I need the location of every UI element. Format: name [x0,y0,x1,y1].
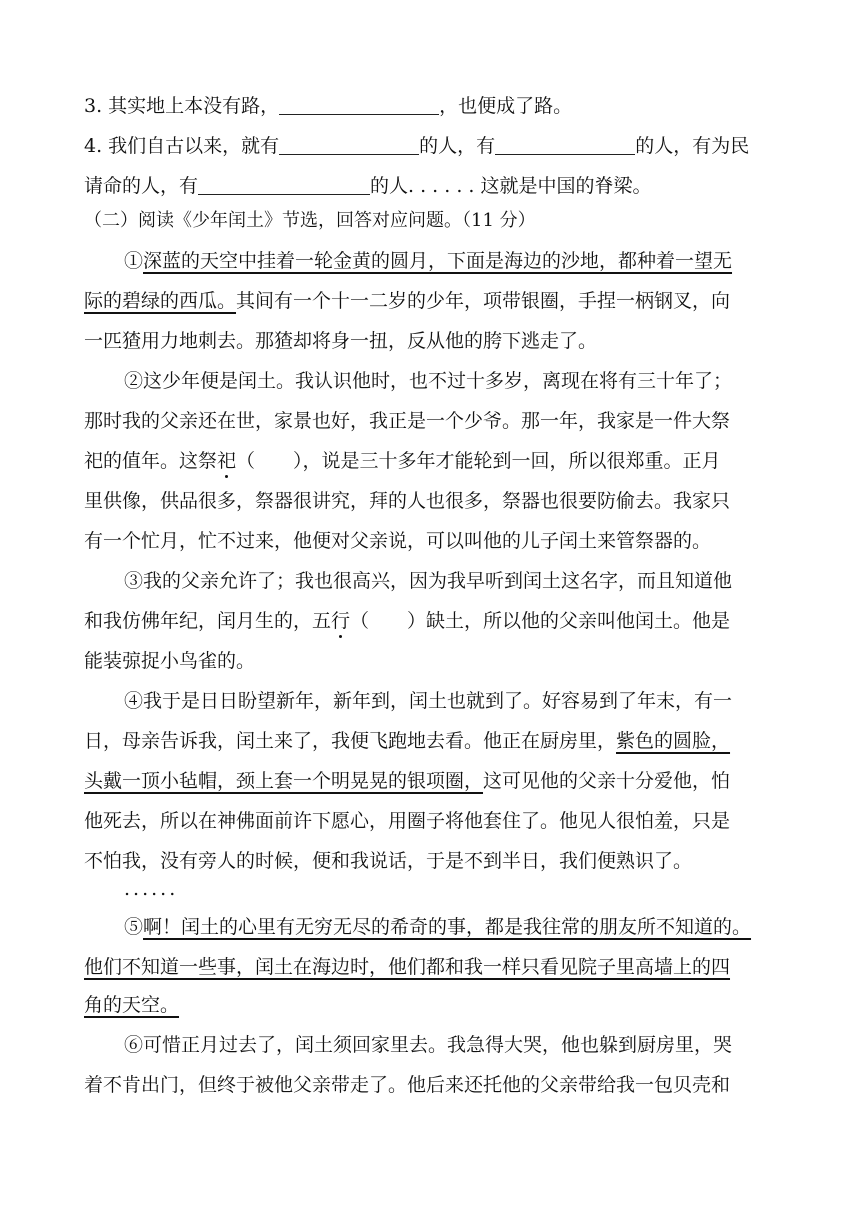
omission-ellipsis: ...... [124,878,179,900]
question-3-text-before: 3. 其实地上本没有路， [84,95,280,117]
answer-blank[interactable] [495,136,635,155]
question-3 [84,96,572,116]
underlined-sentence: 紫色的圆脸， [616,730,731,752]
answer-blank[interactable] [198,176,370,195]
question-4-text: 的人. . . . . . 这就是中国的脊梁。 [370,175,652,197]
question-4-text: 请命的人，有 [84,175,199,197]
answer-blank[interactable] [279,96,439,115]
paragraph-5-line-2 [84,958,730,977]
paragraph-3-line-3: 能装弶捉小鸟雀的。 [84,650,256,672]
paragraph-1-line-2 [84,292,730,311]
underlined-sentence: 他们不知道一些事，闰土在海边时，他们都和我一样只看见院子里高墙上的四 [84,956,731,978]
paragraph-3-line-2 [84,612,730,631]
paragraph-6-line-2: 着不肯出门，但终于被他父亲带走了。他后来还托他的父亲带给我一包贝壳和 [84,1074,731,1096]
paragraph-text: 祀的值年。这祭 [84,450,218,472]
paragraph-4-line-1: ④我于是日日盼望新年，新年到，闰土也就到了。好容易到了年末，有一 [124,690,733,712]
paragraph-2-line-1: ②这少年便是闰土。我认识他时，也不过十多岁，离现在将有三十年了； [124,370,733,392]
paragraph-1-line-3: 一匹猹用力地刺去。那猹却将身一扭，反从他的胯下逃走了。 [84,330,598,352]
paragraph-text: 和我仿佛年纪，闰月生的，五 [84,610,332,632]
answer-blank[interactable] [279,136,419,155]
paragraph-marker: ⑤ [124,916,144,938]
question-3-text-after: ，也便成了路。 [439,95,573,117]
paragraph-4-line-4: 他死去，所以在神佛面前许下愿心，用圈子将他套住了。他见人很怕羞，只是 [84,810,731,832]
emphasized-character: 行 [331,610,351,632]
underlined-sentence: 头戴一顶小毡帽，颈上套一个明晃晃的银项圈， [84,770,484,792]
question-4-text: 4. 我们自古以来，就有 [84,135,280,157]
paragraph-3-line-1: ③我的父亲允许了；我也很高兴，因为我早听到闰土这名字，而且知道他 [124,570,733,592]
paragraph-text: 日，母亲告诉我，闰土来了，我便飞跑地去看。他正在厨房里， [84,730,617,752]
question-4-text: 的人，有 [419,135,496,157]
paragraph-2-line-5: 有一个忙月，忙不过来，他便对父亲说，可以叫他的儿子闰土来管祭器的。 [84,530,712,552]
paragraph-6-line-1: ⑥可惜正月过去了，闰土须回家里去。我急得大哭，他也躲到厨房里，哭 [124,1034,733,1056]
underlined-sentence: 深蓝的天空中挂着一轮金黄的圆月，下面是海边的沙地，都种着一望无 [143,250,733,272]
underlined-sentence: 啊！闰土的心里有无穷无尽的希奇的事，都是我往常的朋友所不知道的。 [143,916,752,938]
question-4-line-2 [84,176,652,196]
paragraph-5-line-3 [84,996,179,1015]
paragraph-text: 其间有一个十一二岁的少年，项带银圈，手捏一柄钢叉，向 [236,290,731,312]
paragraph-marker: ① [124,250,144,272]
section-heading: （二）阅读《少年闰土》节选，回答对应问题。（11 分） [84,210,536,231]
question-4-line-1 [84,136,749,156]
paragraph-text: 这可见他的父亲十分爱他，怕 [483,770,731,792]
paragraph-2-line-4: 里供像，供品很多，祭器很讲究，拜的人也很多，祭器也很要防偷去。我家只 [84,490,731,512]
paragraph-4-line-3 [84,772,730,791]
paragraph-4-line-5: 不怕我，没有旁人的时候，便和我说话，于是不到半日，我们便熟识了。 [84,850,693,872]
underlined-sentence: 际的碧绿的西瓜。 [84,290,237,312]
paragraph-5-line-1 [124,918,751,937]
paragraph-4-line-2 [84,732,730,751]
emphasized-character: 祀 [217,450,237,472]
paragraph-text: （ ），说是三十多年才能轮到一回，所以很郑重。正月 [236,450,721,472]
paragraph-1-line-1 [124,252,732,271]
underlined-sentence: 角的天空。 [84,994,180,1016]
paragraph-2-line-3 [84,452,721,471]
paragraph-2-line-2: 那时我的父亲还在世，家景也好，我正是一个少爷。那一年，我家是一件大祭 [84,410,731,432]
paragraph-text: （ ）缺土，所以他的父亲叫他闰土。他是 [350,610,731,632]
question-4-text: 的人，有为民 [635,135,750,157]
